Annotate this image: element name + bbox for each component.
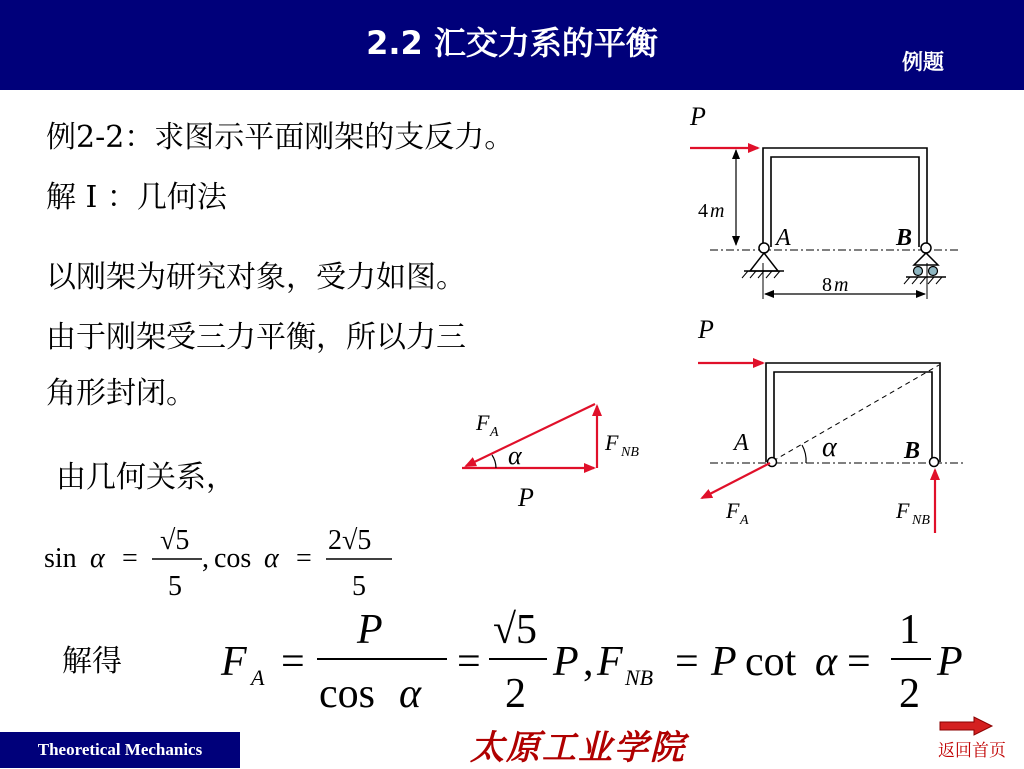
- fa-sub: A: [251, 665, 265, 690]
- cos-text: cos: [214, 543, 252, 574]
- fa-f: F: [221, 639, 247, 685]
- header-bar: [0, 0, 1024, 90]
- hinge-a-2: [768, 458, 777, 467]
- width-value: 8: [822, 274, 832, 296]
- p-1: P: [553, 639, 579, 685]
- eq-3: =: [675, 639, 699, 685]
- label-b: B: [896, 225, 913, 251]
- triangle-p: P: [518, 483, 534, 512]
- numerator-sqrt5: √5: [160, 525, 190, 556]
- fnb-sub: NB: [625, 665, 654, 690]
- force-triangle: [450, 400, 670, 520]
- width-unit: m: [834, 274, 849, 296]
- alpha-symbol: α: [90, 543, 105, 574]
- course-label: Theoretical Mechanics: [0, 732, 240, 768]
- result-formula: [215, 605, 1005, 720]
- triangle-fa-f: F: [476, 410, 490, 435]
- eq-4: =: [847, 639, 871, 685]
- comma: ,: [202, 543, 209, 574]
- alpha-arc: [802, 445, 806, 463]
- hinge-a: [759, 243, 769, 253]
- triangle-fnb-sub: NB: [621, 445, 639, 460]
- solution-method: 解 I ：几何法: [46, 180, 227, 215]
- fa-label-f: F: [726, 498, 740, 523]
- alpha-symbol-2: α: [264, 543, 279, 574]
- denominator-5: 5: [168, 571, 182, 602]
- frac2-den: 2: [505, 671, 526, 717]
- triangle-fnb-f: F: [605, 430, 619, 455]
- equals-sign: =: [122, 543, 138, 574]
- height-unit: m: [710, 200, 725, 222]
- school-logo: 太原工业学院: [470, 728, 686, 768]
- eq-1: =: [281, 639, 305, 685]
- hinge-b: [921, 243, 931, 253]
- free-body-diagram: [660, 310, 1024, 540]
- fnb-label-f: F: [896, 498, 910, 523]
- geometry-relation-text: 由几何关系，: [56, 460, 236, 495]
- frac3-num: 1: [899, 607, 920, 653]
- home-link[interactable]: 返回首页: [938, 741, 1006, 761]
- fa-label-sub: A: [740, 513, 749, 528]
- equals-sign-2: =: [296, 543, 312, 574]
- trig-formula: [40, 505, 410, 605]
- label-b-2: B: [904, 438, 921, 464]
- label-a: A: [776, 225, 791, 251]
- p-3: P: [937, 639, 963, 685]
- cot-text: cot: [745, 639, 797, 685]
- triangle-alpha-arc: [492, 455, 496, 468]
- force-fa-arrow: [702, 463, 770, 498]
- alpha-label-2: α: [822, 432, 837, 463]
- section-tag: 例题: [902, 50, 944, 74]
- p-label: P: [690, 102, 706, 131]
- p-label-2: P: [698, 315, 714, 344]
- triangle-alpha: α: [508, 441, 522, 470]
- frac2-num: √5: [493, 607, 538, 653]
- hinge-b-2: [930, 458, 939, 467]
- p-2: P: [711, 639, 737, 685]
- frac1-cos: cos: [319, 671, 375, 717]
- fnb-label-sub: NB: [912, 513, 930, 528]
- analysis-line-1: 以刚架为研究对象，受力如图。: [46, 260, 466, 295]
- sin-text: sin: [44, 543, 77, 574]
- problem-statement: 例2-2：求图示平面刚架的支反力。: [46, 120, 515, 155]
- frame-diagram: [660, 95, 1024, 310]
- eq-2: =: [457, 639, 481, 685]
- height-value: 4: [698, 200, 708, 222]
- comma-2: ,: [583, 639, 594, 685]
- numerator-2sqrt5: 2√5: [328, 525, 372, 556]
- fnb-f: F: [597, 639, 623, 685]
- analysis-line-2: 由于刚架受三力平衡，所以力三: [46, 320, 466, 355]
- triangle-fa-sub: A: [490, 425, 499, 440]
- alpha-3: α: [815, 639, 838, 685]
- analysis-line-3: 角形封闭。: [46, 376, 196, 411]
- home-arrow-icon[interactable]: [938, 716, 994, 736]
- label-a-2: A: [734, 430, 749, 456]
- support-b: [914, 253, 938, 265]
- frac3-den: 2: [899, 671, 920, 717]
- page-title: 2.2 汇交力系的平衡: [366, 24, 658, 62]
- result-label: 解得: [62, 644, 122, 679]
- frac1-alpha: α: [399, 671, 422, 717]
- support-a: [750, 253, 778, 271]
- frac1-num: P: [357, 607, 383, 653]
- denominator-5-2: 5: [352, 571, 366, 602]
